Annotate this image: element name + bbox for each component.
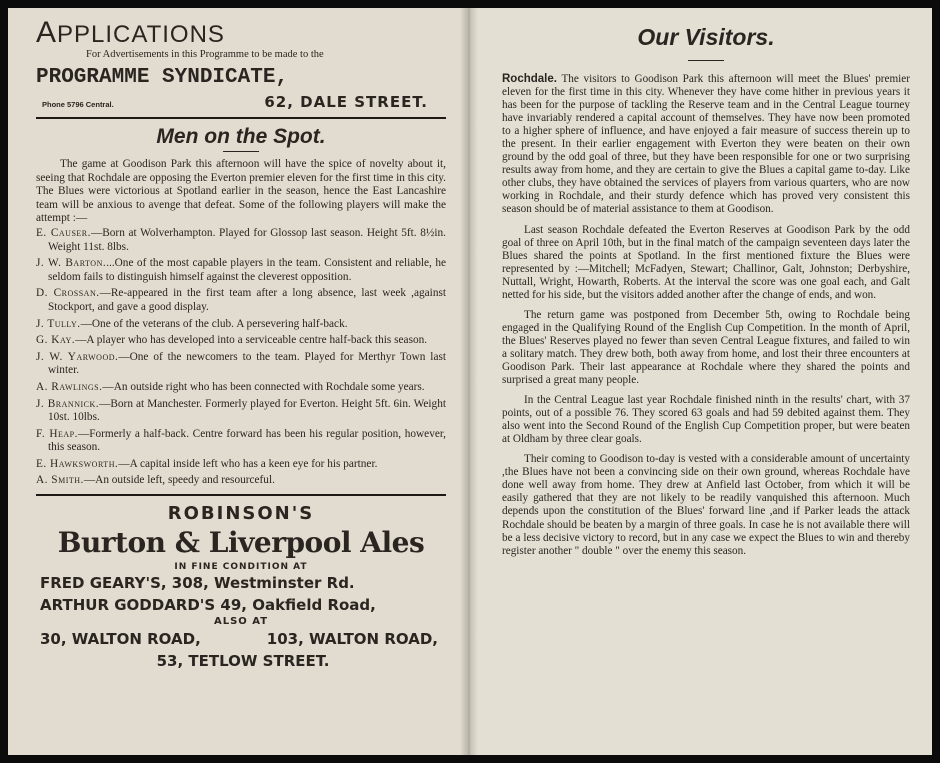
article-paragraph: Their coming to Goodison to-day is vested with a considerable amount of uncertainty ,the Blues have not been a convincing side on their own ground, whereas Rochdale have done well away from home. They drew at Anfield last October, from which it will be easily gathered that they are not likely to be readily vanquished this afternoon. Much depends upon the constitution of the Blues' forward line ,and if Parker leads the attack Rochdale should be beaten by a margin of three goals. In case he is not available there will be a less decisive victory to record, but in any case we expect the Blues to win and thereby register another " double " over the enemy this season. (502, 453, 910, 557)
player-entry (36, 351, 446, 378)
applications-initial: A (36, 16, 58, 49)
phone-number: Phone 5796 Central. (42, 100, 114, 109)
player-entry (36, 287, 446, 314)
player-desc: —A player who has developed into a serviceable centre half-back this season. (75, 334, 428, 347)
article-paragraph: The return game was postponed from December 5th, owing to Rochdale being engaged in the Qualifying Round of the English Cup Competition. In the month of April, the Blues' Reserves played no fewer than seven Central League fixtures, and failed to win a solitary match. They drew both, both away from home, and lost their three encounters at Goodison Park. Their last appearance at Rochdale where they shared the points and surprised a great many people. (502, 308, 910, 387)
player-name: J. Brannick. (36, 397, 100, 410)
programme-spread (8, 8, 932, 755)
player-name: J. Tully. (36, 317, 81, 330)
header-divider (36, 117, 446, 119)
advert-address-4: 53, TETLOW STREET. (156, 652, 330, 671)
player-name: F. Heap. (36, 427, 78, 440)
player-name: E. Hawksworth. (36, 457, 119, 470)
player-name: J. W. Yarwood. (36, 350, 119, 363)
our-visitors-title: Our Visitors. (637, 24, 775, 50)
team-subhead: Rochdale. (502, 73, 557, 85)
title-underline (223, 151, 259, 152)
player-desc: —An outside right who has been connected with Rochdale some years. (102, 380, 425, 393)
advert-also-at: ALSO AT (213, 616, 269, 628)
ales-advert (36, 504, 446, 672)
player-name: G. Kay. (36, 334, 76, 347)
article-paragraph (502, 73, 910, 217)
player-desc: —Born at Manchester. Formerly played for Everton. Height 5ft. 6in. Weight 10st. 10lbs. (48, 397, 446, 424)
player-desc: —A capital inside left who has a keen eye for his partner. (118, 457, 378, 470)
player-desc: —One of the veterans of the club. A persevering half-back. (80, 317, 348, 330)
syndicate-name: PROGRAMME SYNDICATE, (36, 66, 289, 89)
player-entry (36, 474, 446, 488)
player-desc: —Re-appeared in the first team after a long absence, last week ,against Stockport, and gave a good display. (48, 287, 447, 313)
advert-divider (36, 494, 446, 496)
applications-header (36, 16, 446, 119)
applications-heading: PPLICATIONS (57, 21, 225, 48)
player-entry (36, 458, 446, 472)
title-underline (688, 60, 724, 61)
right-page (466, 8, 932, 755)
men-on-the-spot-title: Men on the Spot. (156, 125, 326, 148)
advert-condition: IN FINE CONDITION AT (174, 562, 308, 573)
player-name: J. W. Barton. (36, 257, 107, 270)
applications-subtext: For Advertisements in this Programme to be made to the (86, 49, 324, 60)
advert-product: Burton & Liverpool Ales (57, 526, 425, 560)
syndicate-address: 62, DALE STREET. (264, 93, 428, 111)
left-page (8, 8, 466, 755)
article-paragraph: Last season Rochdale defeated the Everton Reserves at Goodison Park by the odd goal of three on April 10th, but in the final match of the campaign seventeen days later the Blues shared the points at Spotland. In the first mentioned fixture the Blues were represented by :—Mitchell; McFadyen, Stewart; Challinor, Galt, Johnston; Derbyshire, Nuttall, Wright, Howarth, Roberts. At the interval the score was one goal each, and Galt netted for his side, but the visitors added another after the change of ends, and won. (502, 223, 910, 301)
player-desc: —An outside left, speedy and resourceful. (83, 474, 275, 487)
player-entry (36, 398, 446, 425)
visitors-article (502, 73, 910, 558)
paragraph-text: The visitors to Goodison Park this afternoon will meet the Blues' premier eleven for the first time in this city. Whenever they have come hither in previous years it has been for the purpose of tackling the Reserve team and in the Central League tourney have invariably rendered a capital account of themselves. They have now been promoted to a higher sphere of influence, and have enjoyed a fair measure of success therein up to the present. In their earlier engagement with Everton they were beaten on their own ground by the odd goal of three, but they have been responsible for one or two surprising results away from home, and they are certain to give the Blues a capital game to-day. Like other clubs, they have obtained the services of players from various quarters, who are now working in Rochdale, and their sturdy defence which has proved very consistent this season should be of material assistance to them at Goodison. (502, 73, 910, 216)
player-name: A. Smith. (36, 474, 84, 487)
player-name: A. Rawlings. (36, 380, 103, 393)
intro-paragraph: The game at Goodison Park this afternoon will have the spice of novelty about it, seeing that Rochdale are opposing the Everton premier eleven for the first time in this city. The Blues were victorious at Spotland earlier in the season, hence the East Lancashire team will be anxious to avenge that defeat. Some of the following players will make the attempt :— (36, 158, 446, 225)
player-entry (36, 257, 446, 284)
player-name: D. Crossan. (36, 287, 100, 300)
player-entry (36, 318, 446, 332)
advert-address-2: ARTHUR GODDARD'S 49, Oakfield Road, (40, 596, 376, 615)
player-name: E. Causer. (36, 226, 91, 239)
article-paragraph: In the Central League last year Rochdale finished ninth in the results' chart, with 37 points, out of a possible 76. They scored 63 goals and had 59 debited against them. They also went into the Second Round of the English Cup Competition proper, but were beaten at Oldham by three clear goals. (502, 394, 910, 446)
player-desc: —One of the newcomers to the team. Played for Merthyr Town last winter. (48, 350, 446, 377)
players-section (36, 158, 446, 488)
player-entry (36, 428, 446, 455)
player-desc: ...One of the most capable players in the team. Consistent and reliable, he seldom fails to distinguish himself against the cleverest opposition. (48, 257, 446, 283)
advert-address-3b: 103, WALTON ROAD, (266, 630, 438, 649)
advert-brand: ROBINSON'S (167, 503, 315, 525)
player-desc: —Formerly a half-back. Centre forward has been his regular position, however, this season. (48, 427, 446, 454)
player-entry (36, 227, 446, 254)
advert-address-1: FRED GEARY'S, 308, Westminster Rd. (40, 574, 355, 593)
advert-address-3a: 30, WALTON ROAD, (40, 630, 201, 649)
player-desc: —Born at Wolverhampton. Played for Glossop last season. Height 5ft. 8½in. Weight 11st. 8lbs. (48, 226, 446, 253)
player-entry (36, 334, 446, 348)
player-entry (36, 381, 446, 395)
